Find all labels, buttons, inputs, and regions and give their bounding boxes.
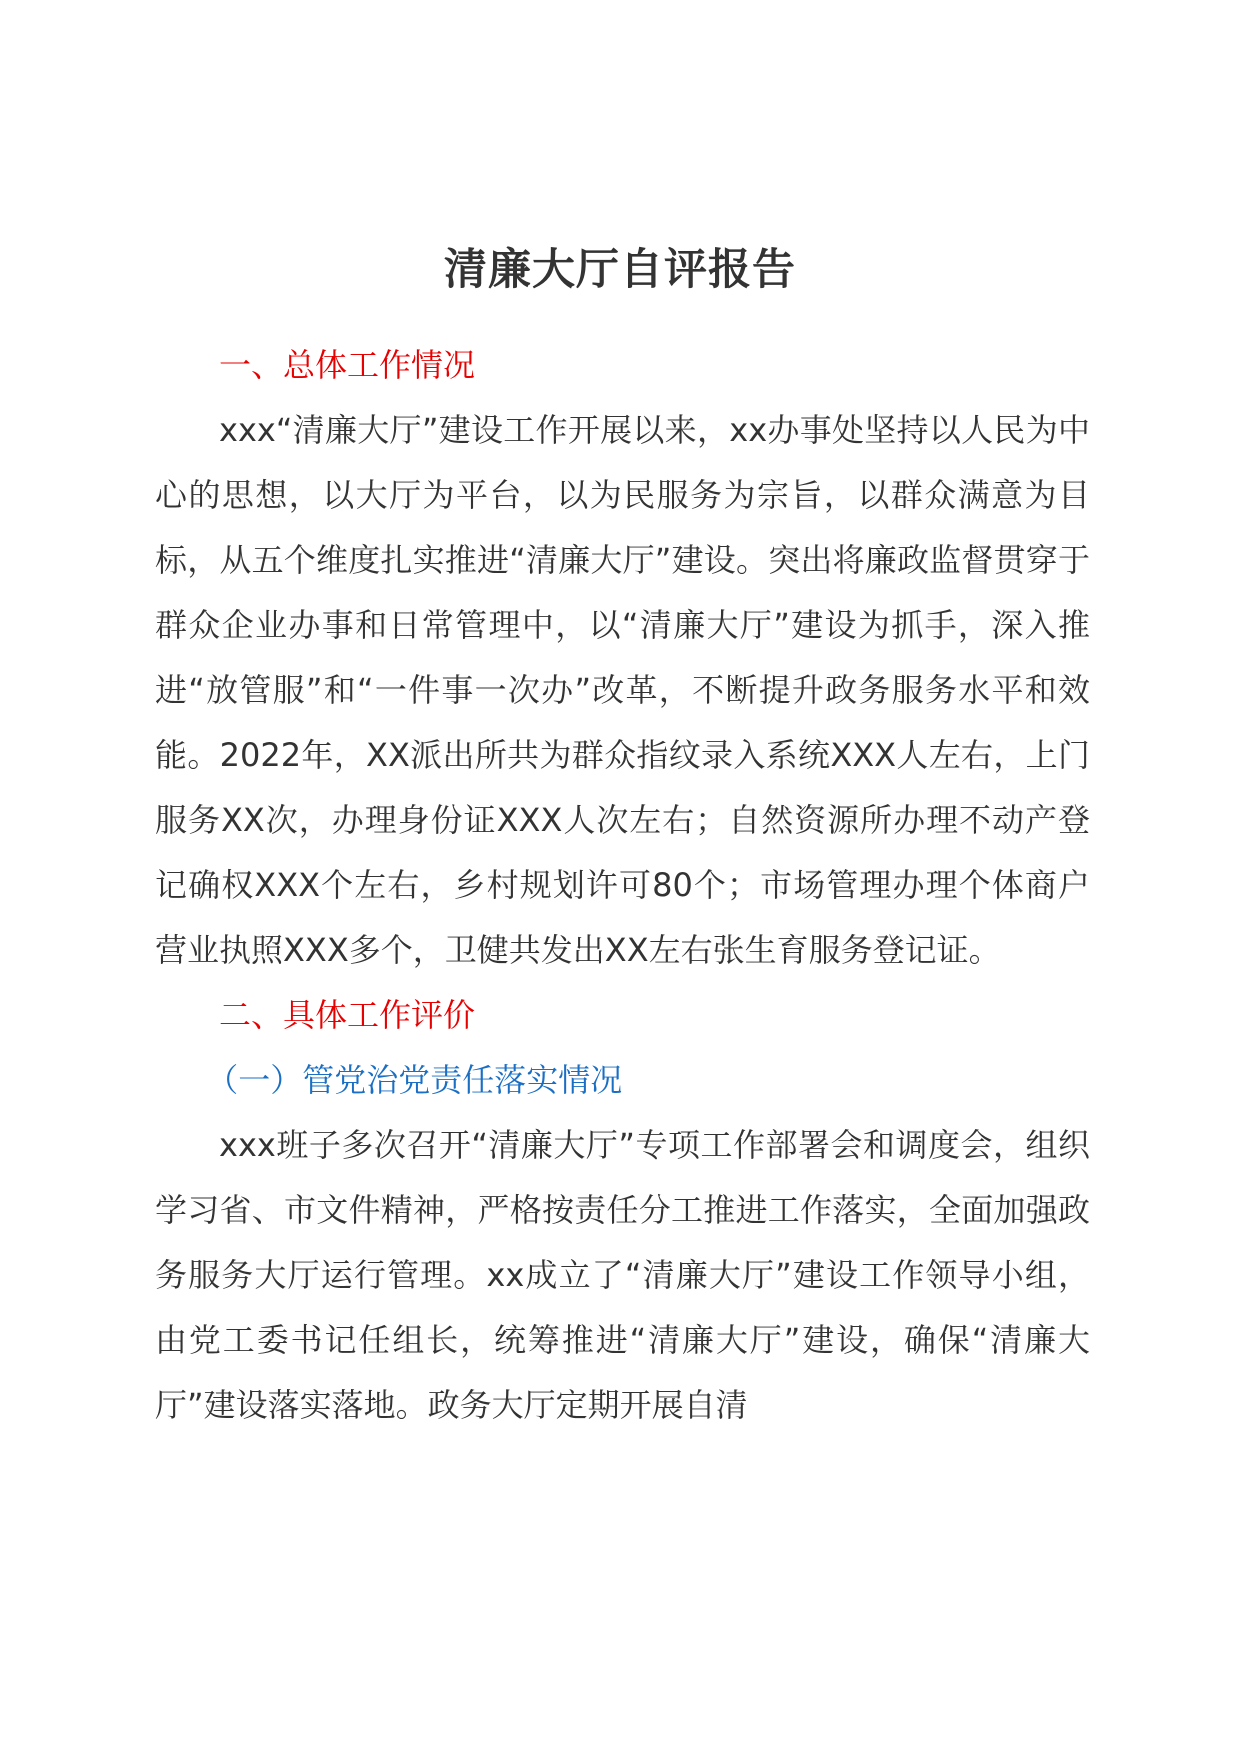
document-body xyxy=(155,333,1090,1438)
section-heading-evaluation: 二、具体工作评价 xyxy=(219,996,476,1034)
paragraph-overall: xxx“清廉大厅”建设工作开展以来，xx办事处坚持以人民为中心的思想，以大厅为平台，以为民服务为宗旨，以群众满意为目标，从五个维度扎实推进“清廉大厅”建设。突出将廉政监督贯穿于群众企业办事和日常管理中，以“清廉大厅”建设为抓手，深入推进“放管服”和“一件事一次办”改革，不断提升政务服务水平和效能。2022年，XX派出所共为群众指纹录入系统XXX人左右，上门服务XX次，办理身份证XXX人次左右；自然资源所办理不动产登记确权XXX个左右，乡村规划许可80个；市场管理办理个体商户营业执照XXX多个，卫健共发出XX左右张生育服务登记证。 xyxy=(155,411,1090,969)
paragraph-party-responsibility: xxx班子多次召开“清廉大厅”专项工作部署会和调度会，组织学习省、市文件精神，严格按责任分工推进工作落实，全面加强政务服务大厅运行管理。xx成立了“清廉大厅”建设工作领导小组，由党工委书记任组长，统筹推进“清廉大厅”建设，确保“清廉大厅”建设落实落地。政务大厅定期开展自清 xyxy=(155,1126,1090,1424)
section-heading-overall: 一、总体工作情况 xyxy=(219,346,476,384)
document-title: 清廉大厅自评报告 xyxy=(444,245,796,295)
subsection-heading-party-responsibility: （一）管党治党责任落实情况 xyxy=(206,1061,623,1099)
